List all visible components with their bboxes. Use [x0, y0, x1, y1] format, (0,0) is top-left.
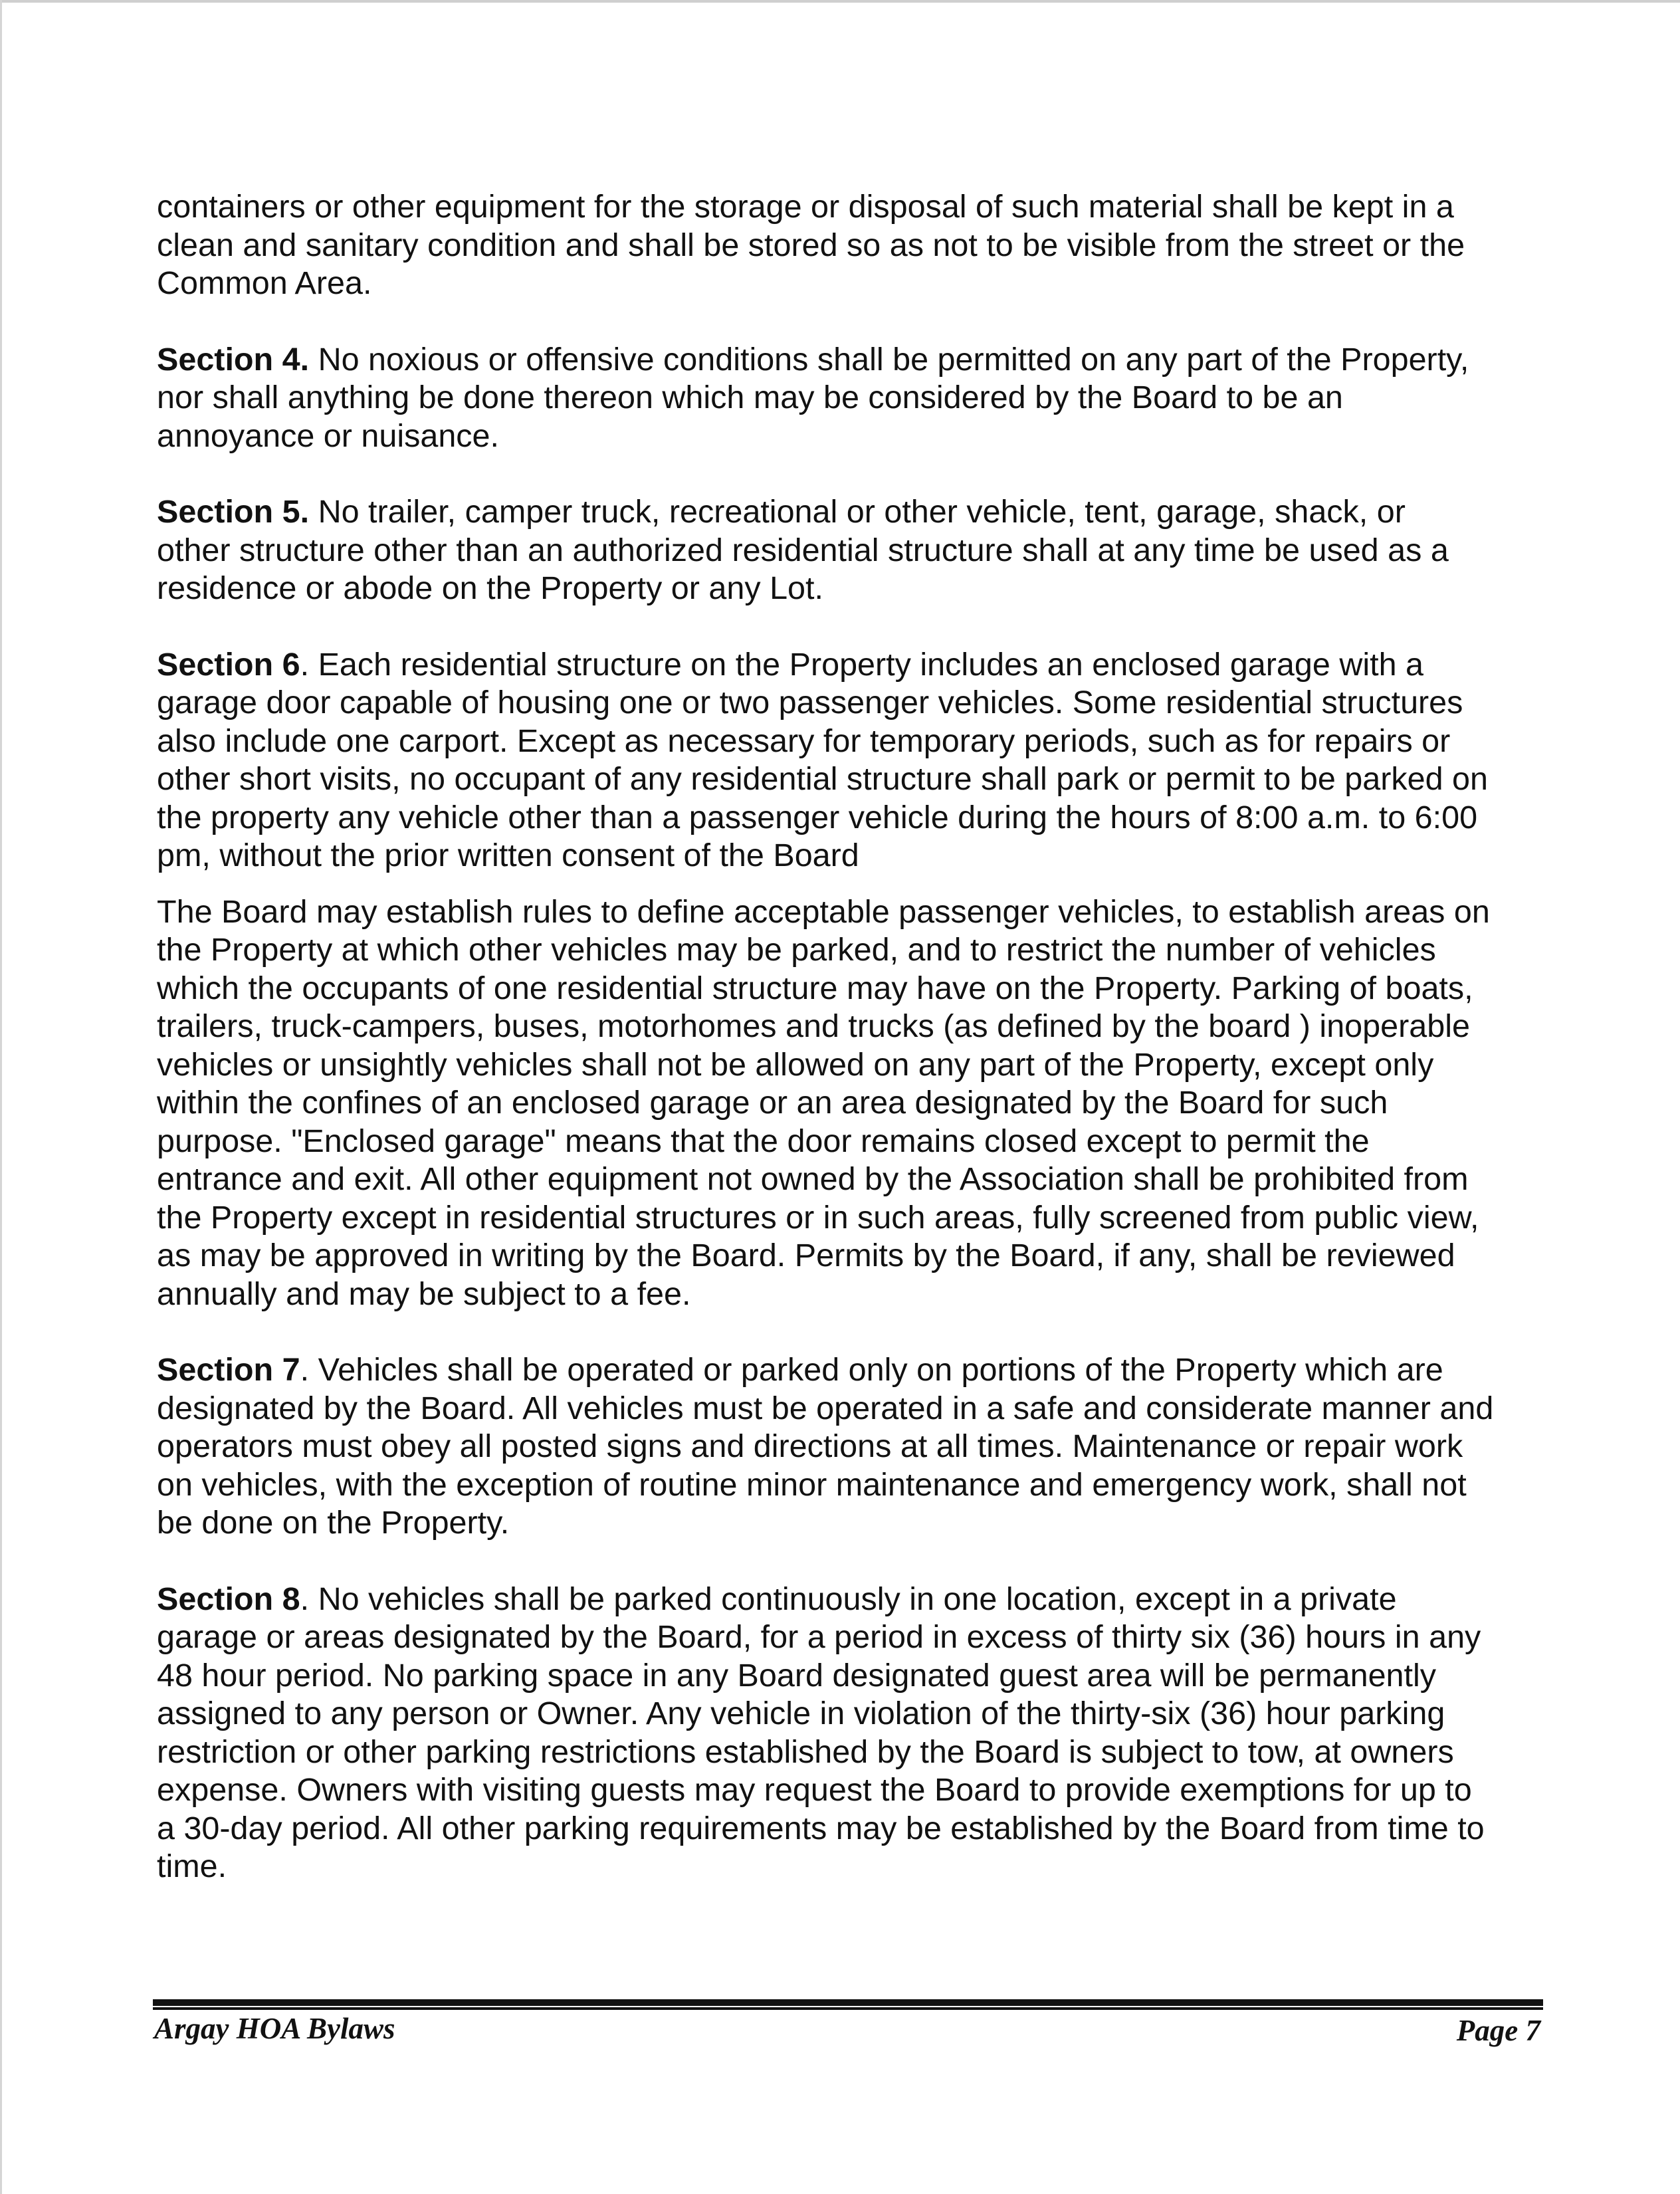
footer-page-number: Page 7 — [1456, 2014, 1540, 2047]
paragraph-section-5 — [157, 493, 1556, 608]
paragraph-text: No noxious or offensive conditions shall be permitted on any part of the Property, nor shall anything be done thereon which may be considered by the Board to be an annoyance or nuisance. — [157, 341, 1469, 454]
paragraph-section-6 — [157, 646, 1556, 875]
section-heading: Section 7 — [157, 1352, 300, 1388]
section-heading: Section 4. — [157, 341, 310, 378]
paragraph-continuation — [157, 188, 1556, 303]
paragraph-text: . No vehicles shall be parked continuously in one location, except in a private garage or areas designated by the Board, for a period in excess of thirty six (36) hours in any 48 hour period. No parking space in any Board designated guest area will be permanently assigned to any person or Owner. Any vehicle in violation of the thirty-six (36) hour parking restriction or other parking restrictions established by the Board is subject to tow, at owners expense. Owners with visiting guests may request the Board to provide exemptions for up to a 30-day period. All other parking requirements may be established by the Board from time to time. — [157, 1581, 1485, 1884]
document-body — [157, 188, 1556, 1886]
paragraph-section-4 — [157, 341, 1556, 456]
scan-edge-left — [0, 0, 2, 2194]
footer-rule-thin — [153, 2007, 1543, 2010]
section-heading: Section 5. — [157, 494, 310, 530]
paragraph-text: . Each residential structure on the Property includes an enclosed garage with a garage door capable of housing one or two passenger vehicles. Some residential structures also include one carport. Except as necessary for temporary periods, such as for repairs or other short visits, no occupant of any residential structure shall park or permit to be parked on the property any vehicle other than a passenger vehicle during the hours of 8:00 a.m. to 6:00 pm, without the prior written consent of the Board — [157, 646, 1488, 873]
section-heading: Section 6 — [157, 646, 300, 683]
paragraph-text: containers or other equipment for the storage or disposal of such material shall be kept in a clean and sanitary condition and shall be stored so as not to be visible from the street or the Common Area. — [157, 189, 1465, 301]
section-heading: Section 8 — [157, 1581, 300, 1617]
paragraph-text: The Board may establish rules to define acceptable passenger vehicles, to establish areas on the Property at which other vehicles may be parked, and to restrict the number of vehicles which the occupants of one residential structure may have on the Property. Parking of boats, trailers, truck-campers, buses, motorhomes and trucks (as defined by the board ) inoperable vehicles or unsightly vehicles shall not be allowed on any part of the Property, except only within the confines of an enclosed garage or an area designated by the Board for such purpose. "Enclosed garage" means that the door remains closed except to permit the entrance and exit. All other equipment not owned by the Association shall be prohibited from the Property except in residential structures or in such areas, fully screened from public view, as may be approved in writing by the Board. Permits by the Board, if any, shall be reviewed annually and may be subject to a fee. — [157, 893, 1490, 1312]
footer-rule — [153, 1999, 1543, 2006]
paragraph-text: No trailer, camper truck, recreational or other vehicle, tent, garage, shack, or other structure other than an authorized residential structure shall at any time be used as a residence or abode on the Property or any Lot. — [157, 494, 1449, 606]
footer-document-title: Argay HOA Bylaws — [154, 2012, 395, 2045]
scan-edge-top — [0, 0, 1680, 3]
paragraph-text: . Vehicles shall be operated or parked only on portions of the Property which are designated by the Board. All vehicles must be operated in a safe and considerate manner and operators must obey all posted signs and directions at all times. Maintenance or repair work on vehicles, with the exception of routine minor maintenance and emergency work, shall not be done on the Property. — [157, 1352, 1494, 1541]
paragraph-board-rules — [157, 893, 1556, 1314]
paragraph-section-8 — [157, 1581, 1556, 1886]
paragraph-section-7 — [157, 1351, 1556, 1543]
